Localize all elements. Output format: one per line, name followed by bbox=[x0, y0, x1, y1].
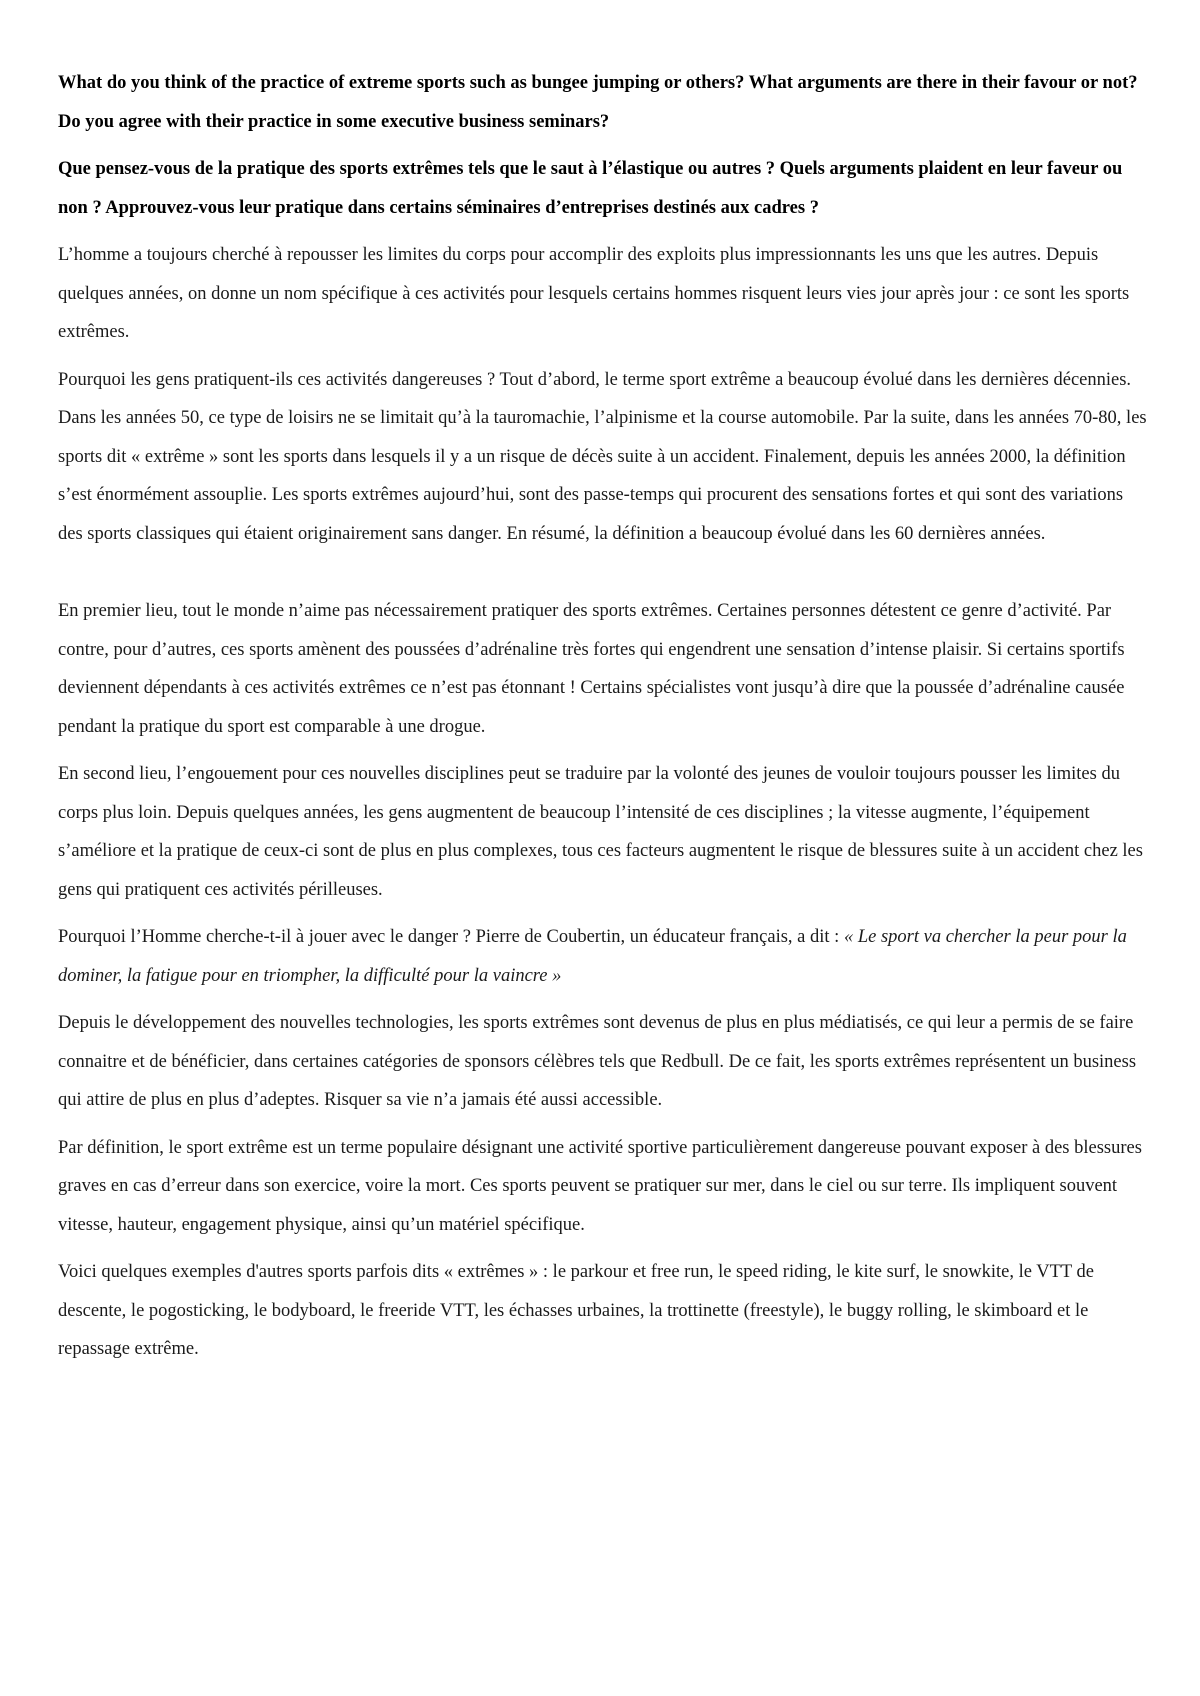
paragraph-definition: Par définition, le sport extrême est un terme populaire désignant une activité sportive particulièrement dangereuse pouvant exposer à des blessures graves en cas d’erreur dans son exercice, voire la mort. Ces sports peuvent se pratiquer sur mer, dans le ciel ou sur terre. Ils impliquent souvent vitesse, hauteur, engagement physique, ainsi qu’un matériel spécifique. bbox=[58, 1137, 1142, 1235]
paragraph-intro: L’homme a toujours cherché à repousser les limites du corps pour accomplir des exploits plus impressionnants les uns que les autres. Depuis quelques années, on donne un nom spécifique à ces activités pour lesquels certains hommes risquent leurs vies jour après jour : ce sont les sports extrêmes. bbox=[58, 245, 1130, 342]
paragraph-coubertin-quote bbox=[58, 918, 1150, 995]
quote-lead-text: Pourquoi l’Homme cherche-t-il à jouer avec le danger ? Pierre de Coubertin, un éducateur français, a dit : bbox=[58, 927, 844, 947]
paragraph-examples: Voici quelques exemples d'autres sports parfois dits « extrêmes » : le parkour et free run, le speed riding, le kite surf, le snowkite, le VTT de descente, le pogosticking, le bodyboard, le freeride VTT, les échasses urbaines, la trottinette (freestyle), le buggy rolling, le skimboard et le repassage extrême. bbox=[58, 1262, 1094, 1359]
document-page bbox=[58, 64, 1150, 1378]
question-french: Que pensez-vous de la pratique des sports extrêmes tels que le saut à l’élastique ou autres ? Quels arguments plaident en leur faveur ou non ? Approuvez-vous leur pratique dans certains séminaires d’entreprises destinés aux cadres ? bbox=[58, 159, 1123, 218]
paragraph-media: Depuis le développement des nouvelles technologies, les sports extrêmes sont devenus de plus en plus médiatisés, ce qui leur a permis de se faire connaitre et de bénéficier, dans certaines catégories de sponsors célèbres tels que Redbull. De ce fait, les sports extrêmes représentent un business qui attire de plus en plus d’adeptes. Risquer sa vie n’a jamais été aussi accessible. bbox=[58, 1013, 1137, 1110]
paragraph-definition-history: Pourquoi les gens pratiquent-ils ces activités dangereuses ? Tout d’abord, le terme sport extrême a beaucoup évolué dans les dernières décennies. Dans les années 50, ce type de loisirs ne se limitait qu’à la tauromachie, l’alpinisme et la course automobile. Par la suite, dans les années 70-80, les sports dit « extrême » sont les sports dans lesquels il y a un risque de décès suite à un accident. Finalement, depuis les années 2000, la définition s’est énormément assouplie. Les sports extrêmes aujourd’hui, sont des passe-temps qui procurent des sensations fortes et qui sont des variations des sports classiques qui étaient originairement sans danger. En résumé, la définition a beaucoup évolué dans les 60 dernières années. bbox=[58, 369, 1147, 544]
paragraph-first-argument: En premier lieu, tout le monde n’aime pas nécessairement pratiquer des sports extrêmes. Certaines personnes détestent ce genre d’activité. Par contre, pour d’autres, ces sports amènent des poussées d’adrénaline très fortes qui engendrent une sensation d’intense plaisir. Si certains sportifs deviennent dépendants à ces activités extrêmes ce n’est pas étonnant ! Certains spécialistes vont jusqu’à dire que la poussée d’adrénaline causée pendant la pratique du sport est comparable à une drogue. bbox=[58, 601, 1125, 737]
blank-line bbox=[58, 562, 1150, 592]
question-english: What do you think of the practice of extreme sports such as bungee jumping or others? What arguments are there in their favour or not? Do you agree with their practice in some executive business seminars? bbox=[58, 73, 1138, 132]
coubertin-quote: « Le sport va chercher la peur pour la dominer, la fatigue pour en triompher, la difficulté pour la vaincre » bbox=[58, 927, 1127, 986]
paragraph-second-argument: En second lieu, l’engouement pour ces nouvelles disciplines peut se traduire par la volonté des jeunes de vouloir toujours pousser les limites du corps plus loin. Depuis quelques années, les gens augmentent de beaucoup l’intensité de ces disciplines ; la vitesse augmente, l’équipement s’améliore et la pratique de ceux-ci sont de plus en plus complexes, tous ces facteurs augmentent le risque de blessures suite à un accident chez les gens qui pratiquent ces activités périlleuses. bbox=[58, 764, 1143, 900]
